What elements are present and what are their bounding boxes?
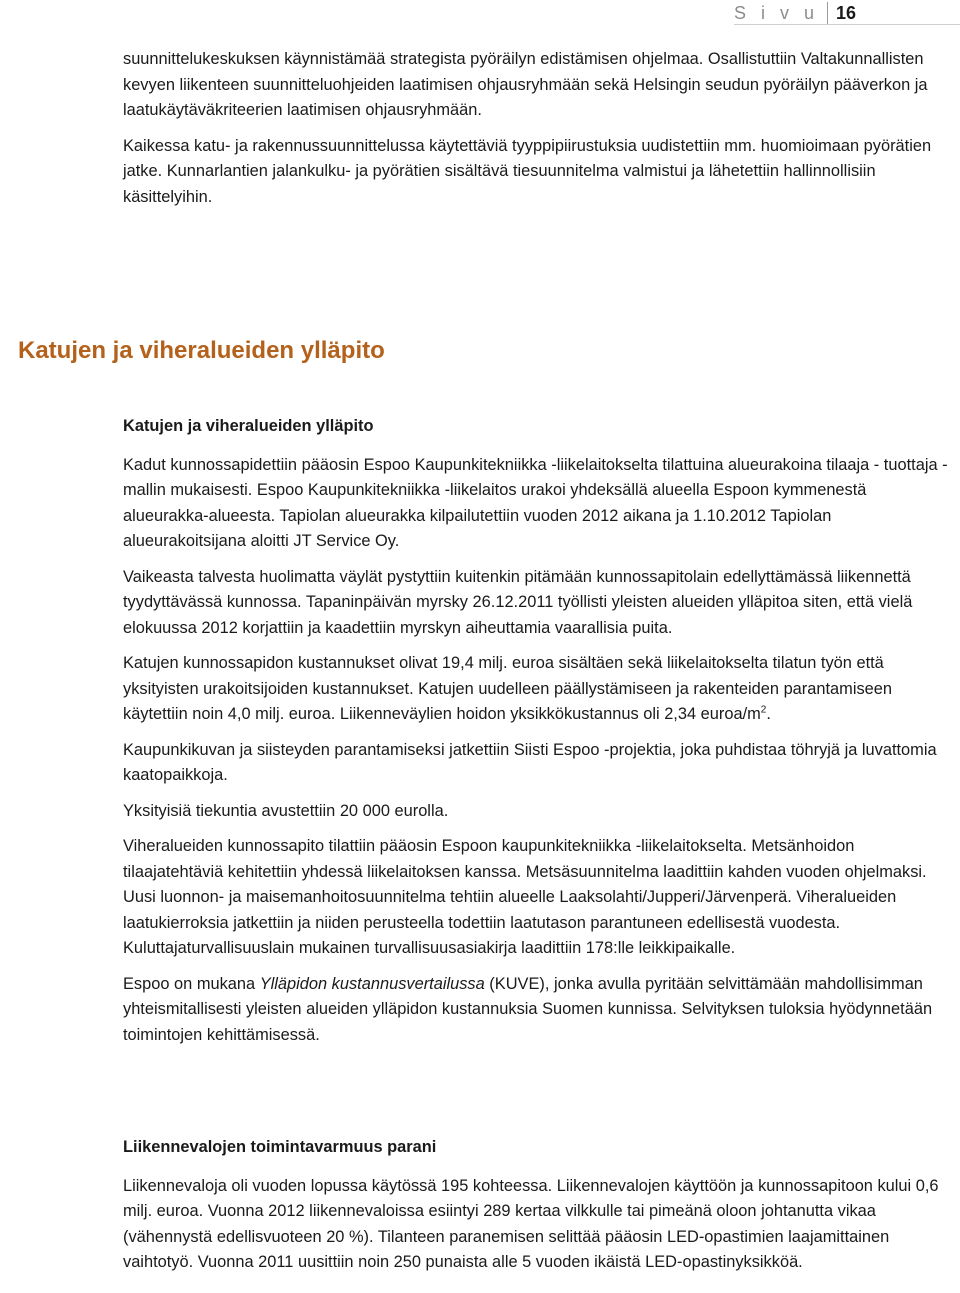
- maintenance-section: [123, 414, 955, 1048]
- intro-paragraph-2: Kaikessa katu- ja rakennussuunnittelussa käytettäviä tyyppipiirustuksia uudistettiin mm. huomioimaan pyörätien jatke. Kunnarlantien jalankulku- ja pyörätien sisältävä tiesuunnitelma valmistui ja lähetettiin hallinnollisiin käsittelyihin.: [123, 136, 932, 206]
- maintenance-paragraph-5: Yksityisiä tiekuntia avustettiin 20 000 eurolla.: [123, 801, 449, 820]
- maintenance-paragraph-1: Kadut kunnossapidettiin pääosin Espoo Kaupunkitekniikka -liikelaitokselta tilattuina alueurakoina tilaaja - tuottaja -mallin mukaisesti. Espoo Kaupunkitekniikka -liikelaitos urakoi yhdeksällä alueella Espoon kymmenestä alueurakka-alueesta. Tapiolan alueurakka kilpailutettiin vuoden 2012 aikana ja 1.10.2012 Tapiolan alueurakoitsijana aloitti JT Service Oy.: [123, 455, 948, 550]
- kuve-text-start: Espoo on mukana: [123, 974, 260, 993]
- maintenance-paragraph-3: [123, 651, 955, 728]
- maintenance-paragraph-6: Viheralueiden kunnossapito tilattiin pääosin Espoon kaupunkitekniikka -liikelaitokselta. Metsänhoidon tilaajatehtäviä kehitettiin yhdessä liikelaitoksen kanssa. Metsäsuunnitelma laadittiin kahden vuoden ohjelmaksi. Uusi luonnon- ja maisemanhoitosuunnitelma tehtiin alueelle Laaksolahti/Jupperi/Järvenperä. Viheralueiden laatukierroksia jatkettiin ja niiden perusteella todettiin laatutason parantuneen edellisestä vuodesta. Kuluttajaturvallisuuslain mukainen turvallisuusasiakirja laadittiin 178:lle leikkipaikalle.: [123, 837, 927, 957]
- intro-paragraph-1: suunnittelukeskuksen käynnistämää strategista pyöräilyn edistämisen ohjelmaa. Osallistuttiin Valtakunnallisten kevyen liikenteen suunnitteluohjeiden laatimisen ohjausryhmään sekä Helsingin seudun pyöräilyn pääverkon ja laatukäytäväkriteerien laatimisen ohjausryhmään.: [123, 50, 928, 119]
- page-number: 16: [836, 3, 857, 23]
- traffic-lights-section: [123, 1135, 955, 1276]
- traffic-paragraph-1: Liikennevaloja oli vuoden lopussa käytössä 195 kohteessa. Liikennevalojen käyttöön ja kunnossapitoon kului 0,6 milj. euroa. Vuonna 2012 liikennevaloissa esiintyi 289 kertaa vilkkulle tai pimeänä oloon johtanutta vikaa (vähennystä edellisvuoteen 20 %). Tilanteen paranemisen selittää pääosin LED-opastimien laajamittainen vaihtotyö. Vuonna 2011 uusittiin noin 250 punaista alle 5 vuoden ikäistä LED-opastinyksikköä.: [123, 1176, 939, 1271]
- maintenance-paragraph-4: Kaupunkikuvan ja siisteyden parantamiseksi jatkettiin Siisti Espoo -projektia, joka puhdistaa töhryjä ja luvattomia kaatopaikkoja.: [123, 740, 937, 784]
- kuve-text-end: (KUVE), jonka avulla pyritään selvittämään mahdollisimman yhteismitallisesti yleisten alueiden ylläpidon kustannuksia Suomen kunnissa. Selvityksen tuloksia hyödynnetään toimintojen kehittämisessä.: [123, 974, 933, 1044]
- page-header: [734, 0, 960, 25]
- maintenance-paragraph-2: Vaikeasta talvesta huolimatta väylät pystyttiin kuitenkin pitämään kunnossapitolain edellyttämässä liikennettä tyydyttävässä kunnossa. Tapaninpäivän myrsky 26.12.2011 työllisti yleisten alueiden ylläpitoa siten, että vielä elokuussa 2012 korjattiin ja kaadettiin myrskyn aiheuttamia vaarallisia puita.: [123, 567, 913, 637]
- page-label: S i v u: [734, 3, 820, 23]
- traffic-subheading: Liikennevalojen toimintavarmuus parani: [123, 1138, 437, 1156]
- intro-block: [123, 47, 955, 210]
- maintenance-subheading: Katujen ja viheralueiden ylläpito: [123, 417, 374, 435]
- maintenance-paragraph-7: [123, 972, 955, 1049]
- costs-text-end: .: [766, 705, 771, 723]
- kuve-italic-title: Ylläpidon kustannusvertailussa: [259, 974, 485, 993]
- section-title: Katujen ja viheralueiden ylläpito: [18, 337, 385, 364]
- unit-superscript: 2: [760, 704, 767, 716]
- header-divider: [827, 2, 828, 24]
- costs-text: Katujen kunnossapidon kustannukset olivat 19,4 milj. euroa sisältäen sekä liikelaitokselta tilatun työn että yksityisten urakoitsijoiden kustannukset. Katujen uudelleen päällystämiseen ja rakenteiden parantamiseen käytettiin noin 4,0 milj. euroa. Liikenneväylien hoidon yksikkökustannus oli 2,34 euroa/m: [123, 654, 892, 723]
